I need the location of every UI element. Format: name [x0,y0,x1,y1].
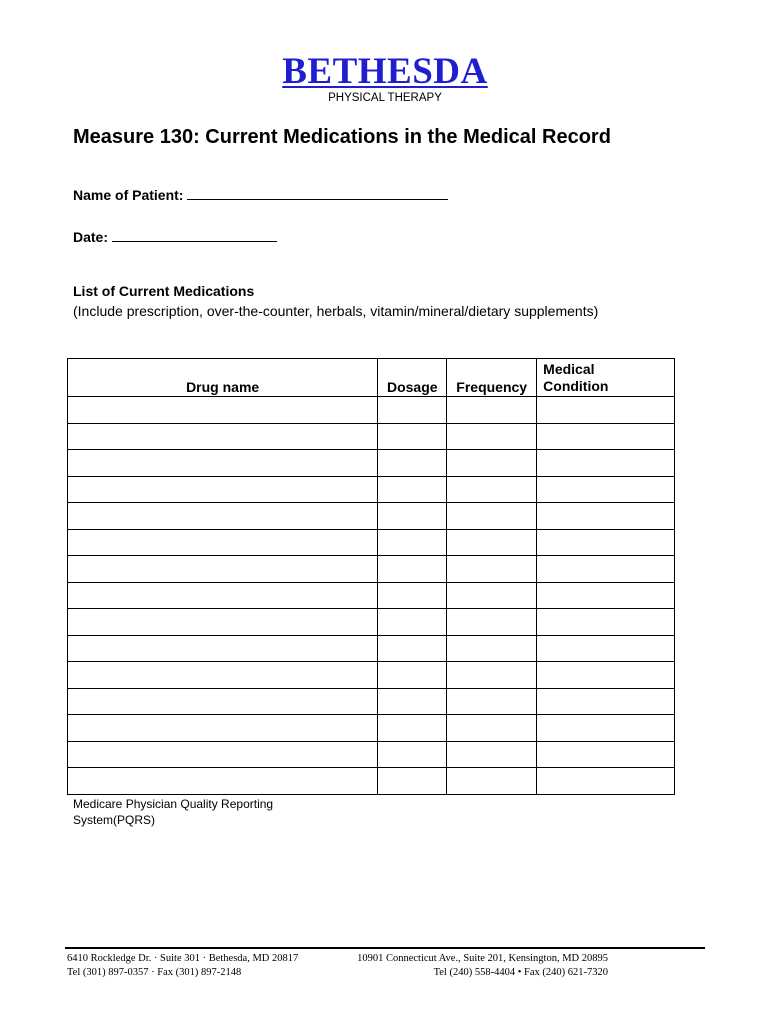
frequency-cell[interactable] [447,635,537,662]
drug-name-cell[interactable] [68,688,378,715]
condition-cell[interactable] [537,423,675,450]
dosage-cell[interactable] [378,582,447,609]
frequency-cell[interactable] [447,768,537,795]
dosage-cell[interactable] [378,715,447,742]
footer-left-line2: Tel (301) 897-0357 · Fax (301) 897-2148 [67,966,242,978]
drug-name-cell[interactable] [68,476,378,503]
condition-cell[interactable] [537,715,675,742]
brand-name: BETHESDA [282,51,488,92]
dosage-cell[interactable] [378,556,447,583]
frequency-cell[interactable] [447,582,537,609]
table-row [68,397,675,424]
table-row [68,662,675,689]
col-drug-name: Drug name [68,359,378,397]
dosage-cell[interactable] [378,397,447,424]
brand-subtitle: PHYSICAL THERAPY [328,92,442,104]
table-row [68,688,675,715]
footer-divider [65,947,705,949]
frequency-cell[interactable] [447,715,537,742]
drug-name-cell[interactable] [68,503,378,530]
table-row [68,503,675,530]
condition-cell[interactable] [537,397,675,424]
form-title: Measure 130: Current Medications in the Medical Record [73,126,611,148]
condition-cell[interactable] [537,529,675,556]
drug-name-cell[interactable] [68,556,378,583]
table-row [68,609,675,636]
condition-cell[interactable] [537,503,675,530]
table-row [68,715,675,742]
col-frequency: Frequency [447,359,537,397]
condition-cell[interactable] [537,556,675,583]
pqrs-note [73,796,313,828]
dosage-cell[interactable] [378,688,447,715]
condition-cell[interactable] [537,609,675,636]
medications-table [67,358,675,795]
drug-name-cell[interactable] [68,582,378,609]
frequency-cell[interactable] [447,503,537,530]
col-dosage: Dosage [378,359,447,397]
footer-bethesda-address [67,952,298,979]
condition-cell[interactable] [537,741,675,768]
frequency-cell[interactable] [447,662,537,689]
drug-name-cell[interactable] [68,423,378,450]
date-blank[interactable] [112,228,277,242]
dosage-cell[interactable] [378,503,447,530]
dosage-cell[interactable] [378,768,447,795]
patient-name-blank[interactable] [187,186,448,200]
drug-name-cell[interactable] [68,635,378,662]
drug-name-cell[interactable] [68,741,378,768]
drug-name-cell[interactable] [68,529,378,556]
col-medical-condition-line1: Medical [543,361,595,377]
dosage-cell[interactable] [378,529,447,556]
drug-name-cell[interactable] [68,768,378,795]
dosage-cell[interactable] [378,662,447,689]
frequency-cell[interactable] [447,556,537,583]
table-row [68,450,675,477]
frequency-cell[interactable] [447,423,537,450]
condition-cell[interactable] [537,582,675,609]
date-label: Date: [73,229,109,245]
frequency-cell[interactable] [447,741,537,768]
dosage-cell[interactable] [378,476,447,503]
col-medical-condition [537,359,675,397]
condition-cell[interactable] [537,662,675,689]
dosage-cell[interactable] [378,741,447,768]
table-row [68,529,675,556]
footer-right-line2: Tel (240) 558-4404 • Fax (240) 621-7320 [433,966,608,978]
footer-kensington-address [337,952,608,979]
drug-name-cell[interactable] [68,450,378,477]
frequency-cell[interactable] [447,688,537,715]
patient-name-field [73,186,448,203]
condition-cell[interactable] [537,476,675,503]
dosage-cell[interactable] [378,423,447,450]
frequency-cell[interactable] [447,476,537,503]
drug-name-cell[interactable] [68,715,378,742]
patient-name-label: Name of Patient: [73,187,184,203]
date-field [73,228,277,245]
drug-name-cell[interactable] [68,662,378,689]
pqrs-line1: Medicare Physician Quality Reporting [73,797,274,811]
frequency-cell[interactable] [447,450,537,477]
table-row [68,635,675,662]
drug-name-cell[interactable] [68,609,378,636]
table-row [68,423,675,450]
dosage-cell[interactable] [378,635,447,662]
condition-cell[interactable] [537,768,675,795]
table-row [68,556,675,583]
frequency-cell[interactable] [447,529,537,556]
footer-left-line1: 6410 Rockledge Dr. · Suite 301 · Bethesda, MD 20817 [67,953,299,964]
footer-right-line1: 10901 Connecticut Ave., Suite 201, Kensington, MD 20895 [357,953,608,964]
table-row [68,476,675,503]
brand-logo [0,50,770,93]
drug-name-cell[interactable] [68,397,378,424]
condition-cell[interactable] [537,688,675,715]
table-row [68,768,675,795]
condition-cell[interactable] [537,635,675,662]
dosage-cell[interactable] [378,609,447,636]
frequency-cell[interactable] [447,609,537,636]
frequency-cell[interactable] [447,397,537,424]
condition-cell[interactable] [537,450,675,477]
dosage-cell[interactable] [378,450,447,477]
pqrs-line2: System(PQRS) [73,813,156,827]
list-heading: List of Current Medications [73,283,255,299]
table-row [68,582,675,609]
col-medical-condition-line2: Condition [543,378,609,394]
table-row [68,741,675,768]
list-instructions: (Include prescription, over-the-counter, herbals, vitamin/mineral/dietary supplements) [73,303,599,319]
table-header-row [68,359,675,397]
